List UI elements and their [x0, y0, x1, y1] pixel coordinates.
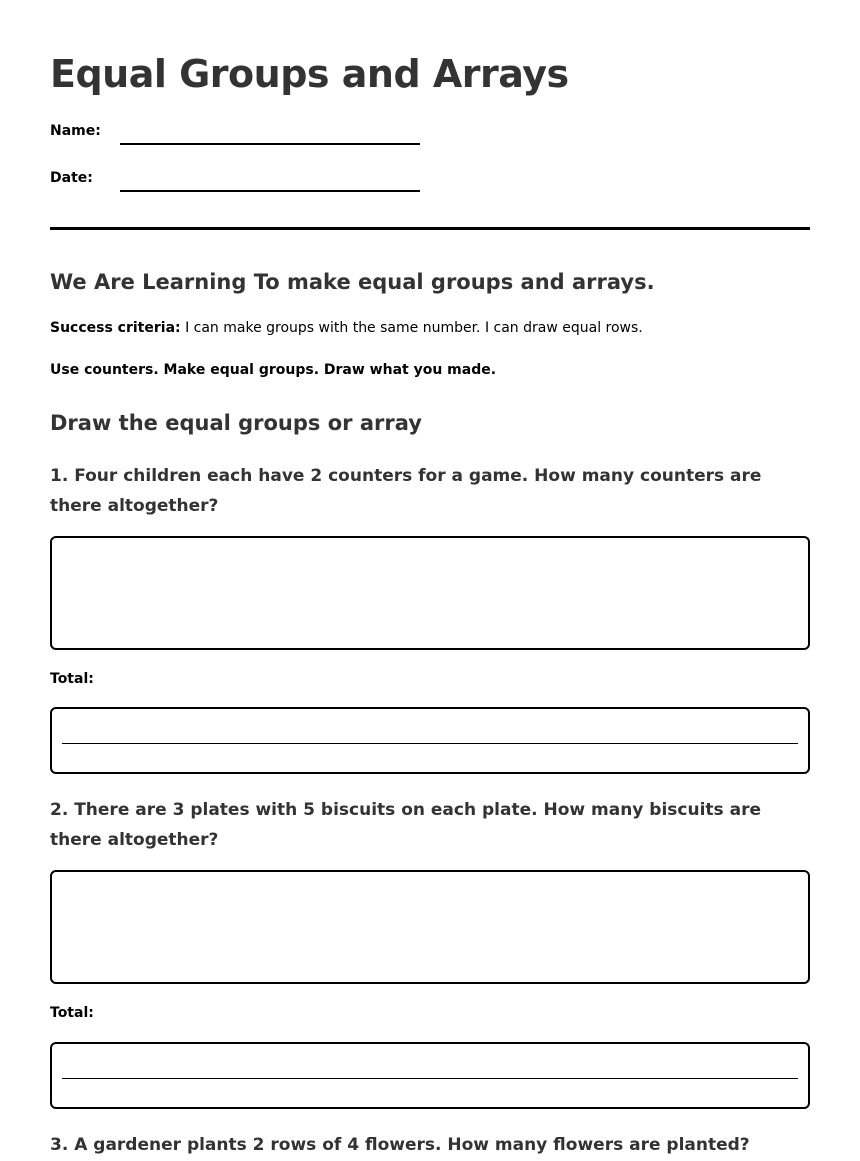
date-label: Date: [50, 170, 93, 186]
date-field-line[interactable] [120, 190, 420, 192]
question-1-total-box[interactable] [50, 707, 810, 774]
success-criteria-text: I can make groups with the same number. I can draw equal rows. [180, 320, 643, 336]
instruction-text: Use counters. Make equal groups. Draw what you made. [50, 362, 497, 378]
question-2-total-label: Total: [50, 1005, 94, 1021]
question-2-draw-box[interactable] [50, 870, 810, 984]
success-criteria [50, 319, 643, 337]
question-2-total-box[interactable] [50, 1042, 810, 1109]
learning-objective: We Are Learning To make equal groups and arrays. [50, 270, 655, 294]
question-3-text: 3. A gardener plants 2 rows of 4 flowers. How many flowers are planted? [50, 1135, 750, 1155]
question-1-text: 1. Four children each have 2 counters for a game. How many counters are there altogether? [50, 466, 762, 516]
section-heading: Draw the equal groups or array [50, 411, 422, 435]
header-divider [50, 227, 810, 230]
name-label: Name: [50, 123, 101, 139]
question-2-text: 2. There are 3 plates with 5 biscuits on each plate. How many biscuits are there altogether? [50, 800, 761, 850]
worksheet-title: Equal Groups and Arrays [50, 52, 569, 96]
question-1-answer-line [62, 743, 798, 744]
success-criteria-label: Success criteria: [50, 320, 181, 336]
name-field-line[interactable] [120, 143, 420, 145]
name-field-row [50, 122, 470, 152]
date-field-row [50, 169, 470, 199]
question-2-answer-line [62, 1078, 798, 1079]
question-1-draw-box[interactable] [50, 536, 810, 650]
question-1-total-label: Total: [50, 671, 94, 687]
